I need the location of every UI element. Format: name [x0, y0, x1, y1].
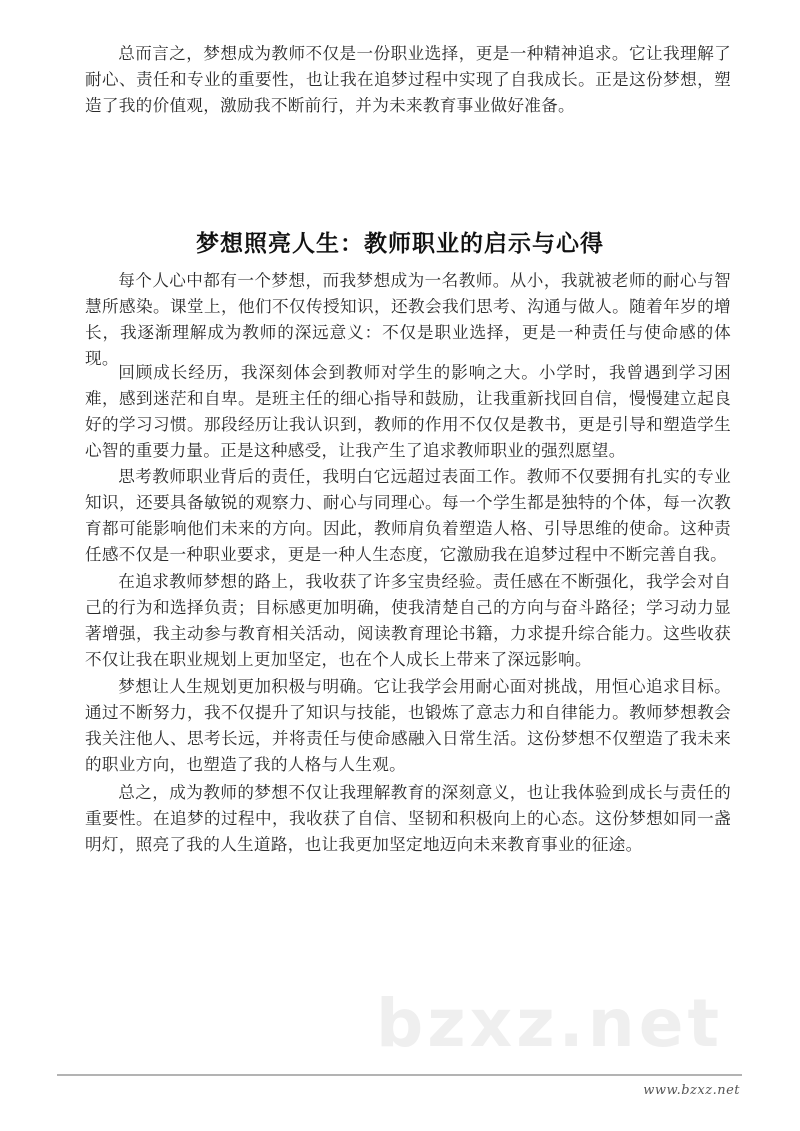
paragraph-2: 回顾成长经历，我深刻体会到教师对学生的影响之大。小学时，我曾遇到学习困难，感到迷茫和自卑。是班主任的细心指导和鼓励，让我重新找回自信，慢慢建立起良好的学习习惯。那段经历让我认识到，教师的作用不仅仅是教书，更是引导和塑造学生心智的重要力量。正是这种感受，让我产生了追求教师职业的强烈愿望。 — [85, 363, 731, 460]
paragraph-3: 思考教师职业背后的责任，我明白它远超过表面工作。教师不仅要拥有扎实的专业知识，还要具备敏锐的观察力、耐心与同理心。每一个学生都是独特的个体，每一次教育都可能影响他们未来的方向。因此，教师肩负着塑造人格、引导思维的使命。这种责任感不仅是一种职业要求，更是一种人生态度，它激励我在追梦过程中不断完善自我。 — [85, 467, 731, 564]
paragraph-6: 总之，成为教师的梦想不仅让我理解教育的深刻意义，也让我体验到成长与责任的重要性。在追梦的过程中，我收获了自信、坚韧和积极向上的心态。这份梦想如同一盏明灯，照亮了我的人生道路，也让我更加坚定地迈向未来教育事业的征途。 — [85, 783, 731, 854]
article-title: 梦想照亮人生：教师职业的启示与心得 — [196, 231, 604, 257]
paragraph-4: 在追求教师梦想的路上，我收获了许多宝贵经验。责任感在不断强化，我学会对自己的行为和选择负责；目标感更加明确，使我清楚自己的方向与奋斗路径；学习动力显著增强，我主动参与教育相关活动，阅读教育理论书籍，力求提升综合能力。这些收获不仅让我在职业规划上更加坚定，也在个人成长上带来了深远影响。 — [85, 572, 731, 669]
paragraph-5: 梦想让人生规划更加积极与明确。它让我学会用耐心面对挑战，用恒心追求目标。通过不断努力，我不仅提升了知识与技能，也锻炼了意志力和自律能力。教师梦想教会我关注他人、思考长远，并将责任与使命感融入日常生活。这份梦想不仅塑造了我未来的职业方向，也塑造了我的人格与人生观。 — [85, 677, 731, 774]
footer-url: www.bzxz.net — [643, 1083, 740, 1098]
intro-paragraph: 总而言之，梦想成为教师不仅是一份职业选择，更是一种精神追求。它让我理解了耐心、责任和专业的重要性，也让我在追梦过程中实现了自我成长。正是这份梦想，塑造了我的价值观，激励我不断前行，并为未来教育事业做好准备。 — [85, 44, 731, 115]
footer-divider — [57, 1074, 742, 1076]
paragraph-1: 每个人心中都有一个梦想，而我梦想成为一名教师。从小，我就被老师的耐心与智慧所感染。课堂上，他们不仅传授知识，还教会我们思考、沟通与做人。随着年岁的增长，我逐渐理解成为教师的深远意义：不仅是职业选择，更是一种责任与使命感的体现。 — [85, 271, 731, 368]
watermark-logo: bzxz.net — [376, 985, 724, 1062]
